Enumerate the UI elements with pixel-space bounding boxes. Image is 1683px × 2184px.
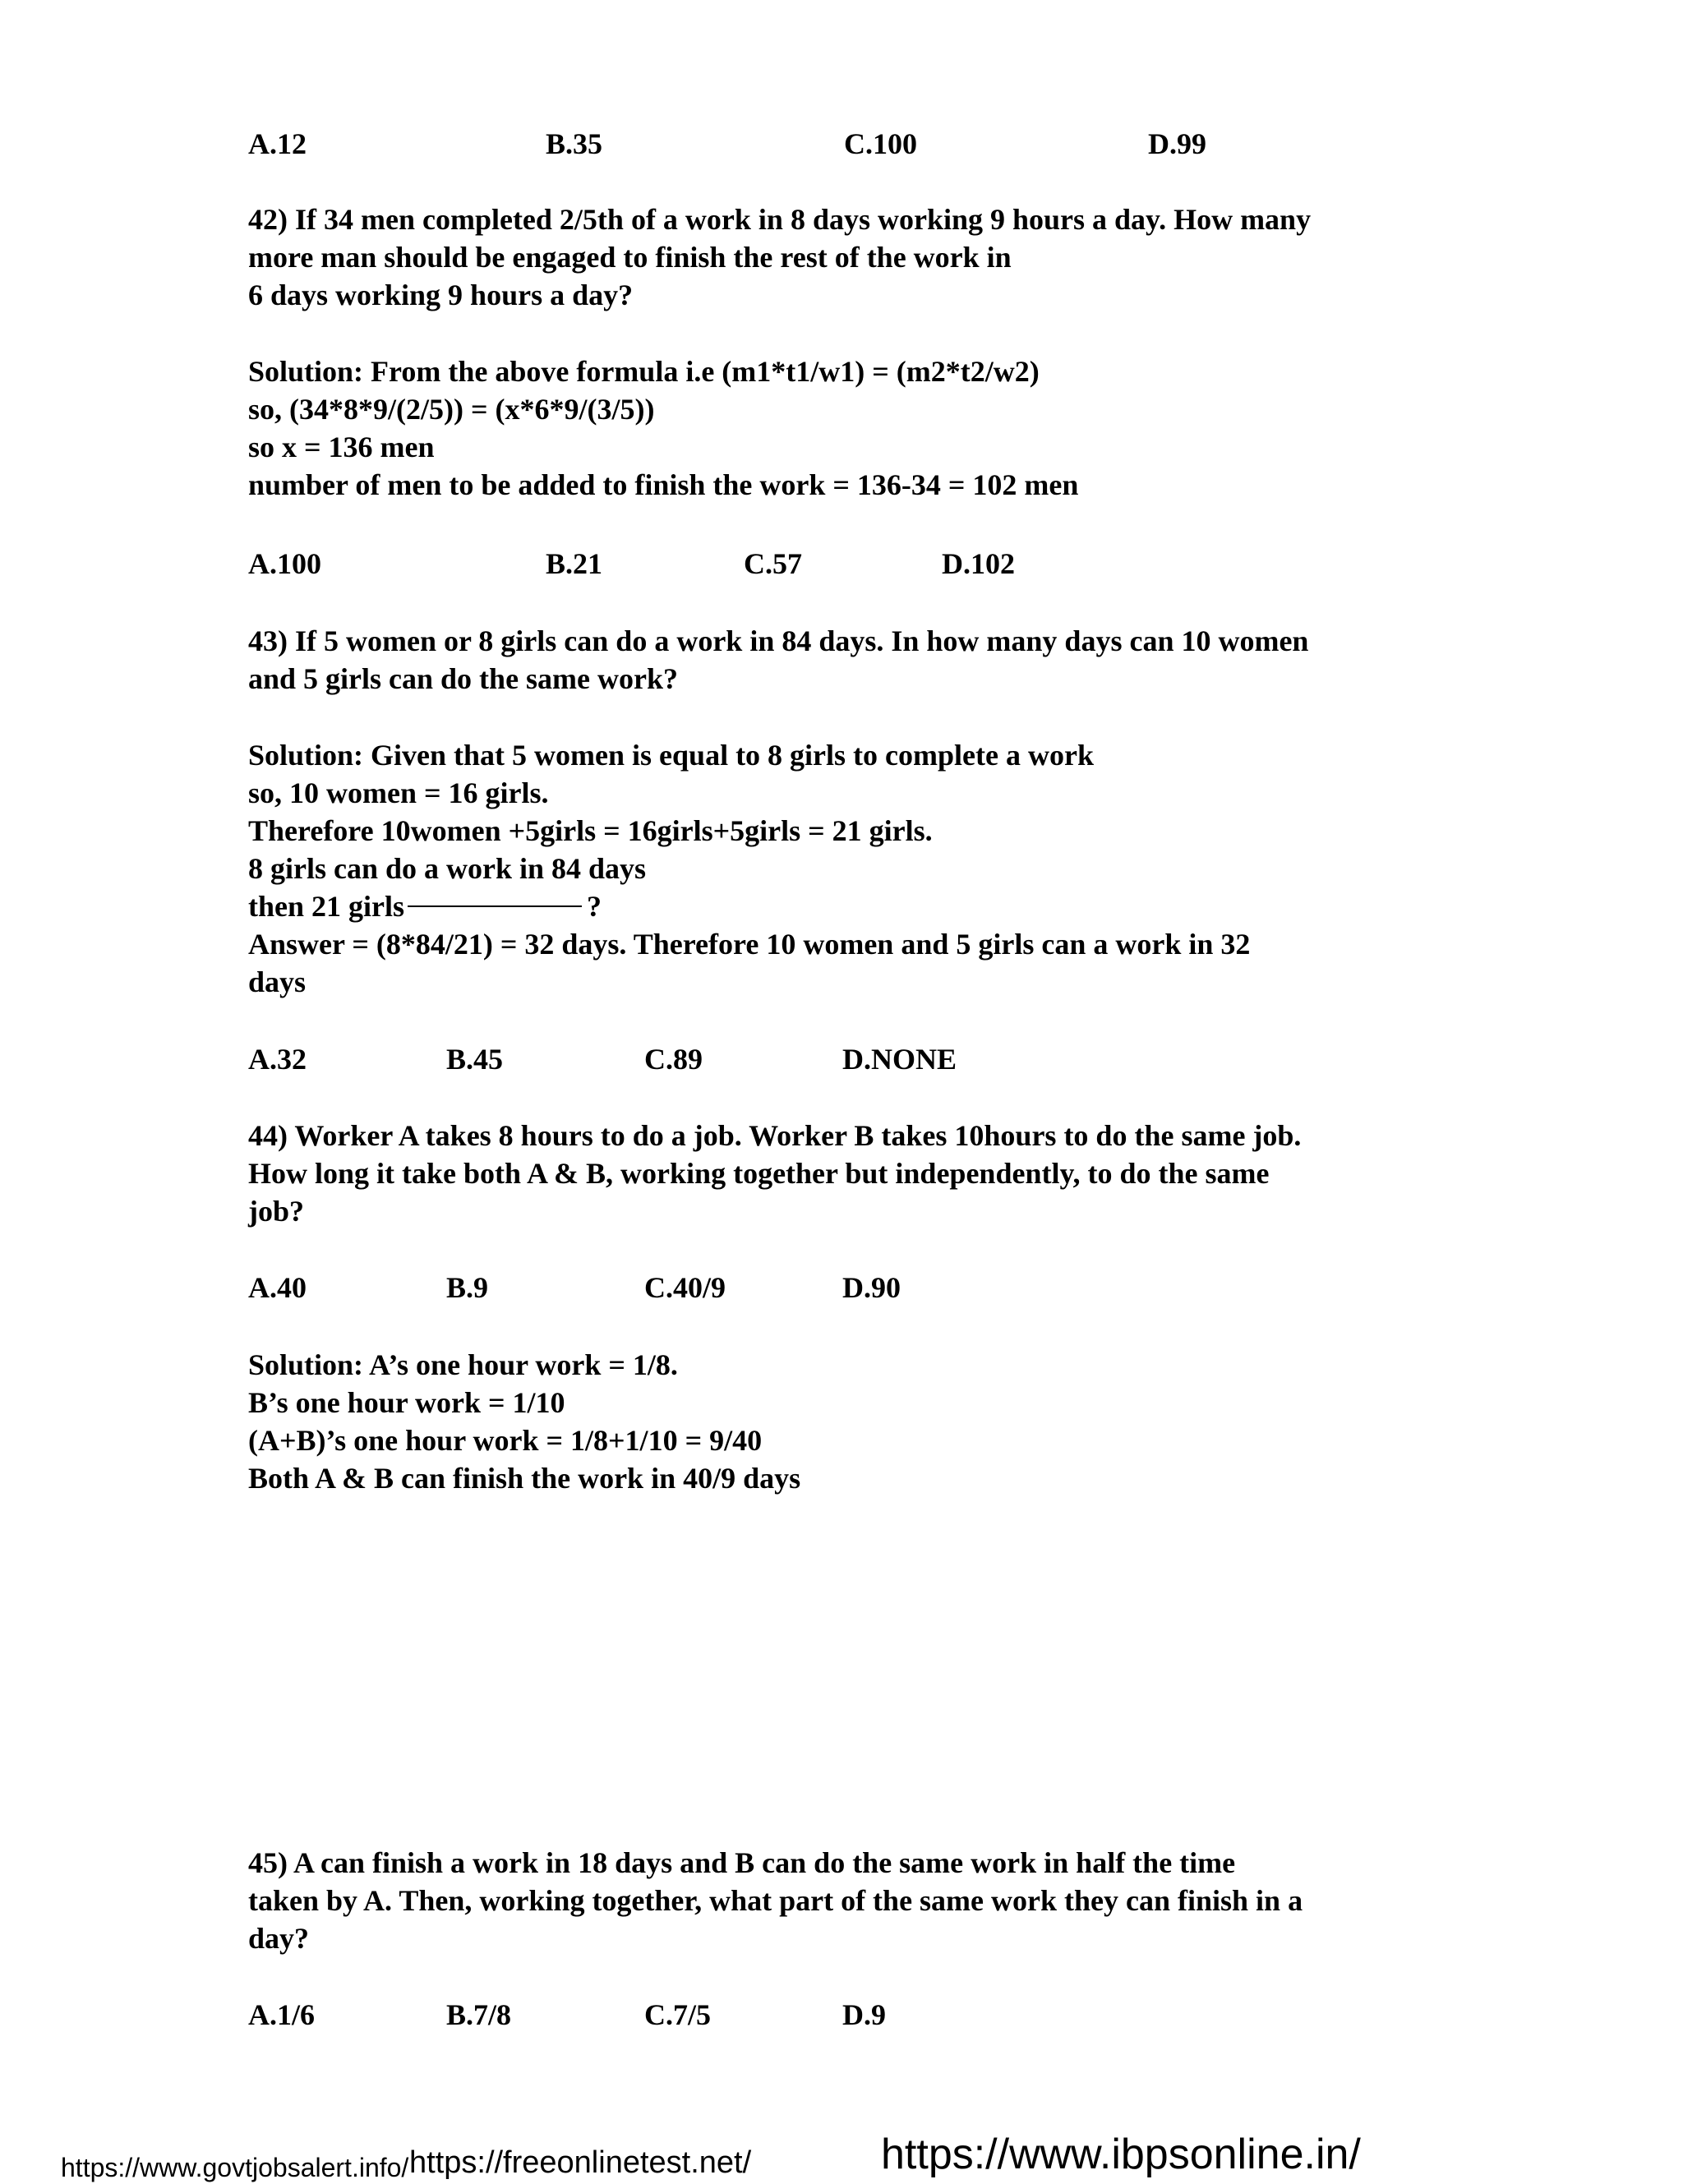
q43-option-b: B.45: [446, 1043, 504, 1076]
q43-question-line: 43) If 5 women or 8 girls can do a work in 84 days. In how many days can 10 women: [248, 624, 1309, 657]
q44-option-b: B.9: [446, 1271, 489, 1304]
q42-question-line: more man should be engaged to finish the rest of the work in: [248, 241, 1012, 274]
q42-solution-line: Solution: From the above formula i.e (m1*t1/w1) = (m2*t2/w2): [248, 355, 1040, 388]
q41-option-c: C.100: [844, 127, 917, 160]
q43-question-line: and 5 girls can do the same work?: [248, 662, 679, 695]
q45-question-line: day?: [248, 1922, 310, 1955]
q43-option-d: D.NONE: [842, 1043, 957, 1076]
q44-option-d: D.90: [842, 1271, 901, 1304]
q45-option-b: B.7/8: [446, 1998, 512, 2031]
q44-solution-line: Both A & B can finish the work in 40/9 days: [248, 1462, 801, 1495]
q45-question-line: 45) A can finish a work in 18 days and B can do the same work in half the time: [248, 1846, 1236, 1879]
q43-option-c: C.89: [644, 1043, 703, 1076]
q44-solution-line: Solution: A’s one hour work = 1/8.: [248, 1348, 678, 1381]
q43-then-suffix: ?: [587, 890, 602, 923]
blank-dash: [408, 905, 582, 907]
q43-option-a: A.32: [248, 1043, 307, 1076]
q43-answer-line: Answer = (8*84/21) = 32 days. Therefore 10 women and 5 girls can a work in 32: [248, 928, 1251, 961]
q44-question-line: How long it take both A & B, working together but independently, to do the same: [248, 1157, 1270, 1190]
q42-option-b: B.21: [546, 547, 603, 580]
q42-question-line: 42) If 34 men completed 2/5th of a work in 8 days working 9 hours a day. How many: [248, 203, 1312, 236]
q44-question-line: 44) Worker A takes 8 hours to do a job. Worker B takes 10hours to do the same job.: [248, 1119, 1302, 1152]
q45-question-line: taken by A. Then, working together, what part of the same work they can finish in a: [248, 1884, 1303, 1917]
q44-solution-line: B’s one hour work = 1/10: [248, 1386, 565, 1419]
q43-answer-line: days: [248, 965, 307, 998]
q42-question-line: 6 days working 9 hours a day?: [248, 279, 634, 311]
q43-solution-line: Solution: Given that 5 women is equal to 8 girls to complete a work: [248, 739, 1094, 772]
q42-solution-line: so, (34*8*9/(2/5)) = (x*6*9/(3/5)): [248, 393, 655, 426]
q42-solution-line: so x = 136 men: [248, 431, 435, 463]
q44-option-c: C.40/9: [644, 1271, 726, 1304]
q45-option-a: A.1/6: [248, 1998, 315, 2031]
q45-option-c: C.7/5: [644, 1998, 711, 2031]
q42-option-d: D.102: [942, 547, 1015, 580]
q41-option-a: A.12: [248, 127, 307, 160]
q41-option-b: B.35: [546, 127, 603, 160]
q42-option-c: C.57: [744, 547, 802, 580]
q42-solution-line: number of men to be added to finish the work = 136-34 = 102 men: [248, 468, 1079, 501]
q43-solution-line: 8 girls can do a work in 84 days: [248, 852, 647, 885]
footer-link-freeonlinetest[interactable]: https://freeonlinetest.net/: [409, 2145, 752, 2180]
q44-question-line: job?: [248, 1195, 305, 1228]
q44-solution-line: (A+B)’s one hour work = 1/8+1/10 = 9/40: [248, 1424, 763, 1457]
q42-option-a: A.100: [248, 547, 321, 580]
footer-link-ibpsonline[interactable]: https://www.ibpsonline.in/: [881, 2131, 1361, 2178]
q44-option-a: A.40: [248, 1271, 307, 1304]
q45-option-d: D.9: [842, 1998, 886, 2031]
q43-then-prefix: then 21 girls: [248, 890, 405, 923]
q41-option-d: D.99: [1148, 127, 1206, 160]
q43-solution-line: Therefore 10women +5girls = 16girls+5girls = 21 girls.: [248, 814, 933, 847]
footer-link-1-wrapper: [61, 2151, 413, 2184]
q43-solution-line: so, 10 women = 16 girls.: [248, 776, 549, 809]
footer-link-govtjobsalert[interactable]: https://www.govtjobsalert.info/: [61, 2153, 409, 2182]
q43-then-line: [248, 887, 602, 925]
